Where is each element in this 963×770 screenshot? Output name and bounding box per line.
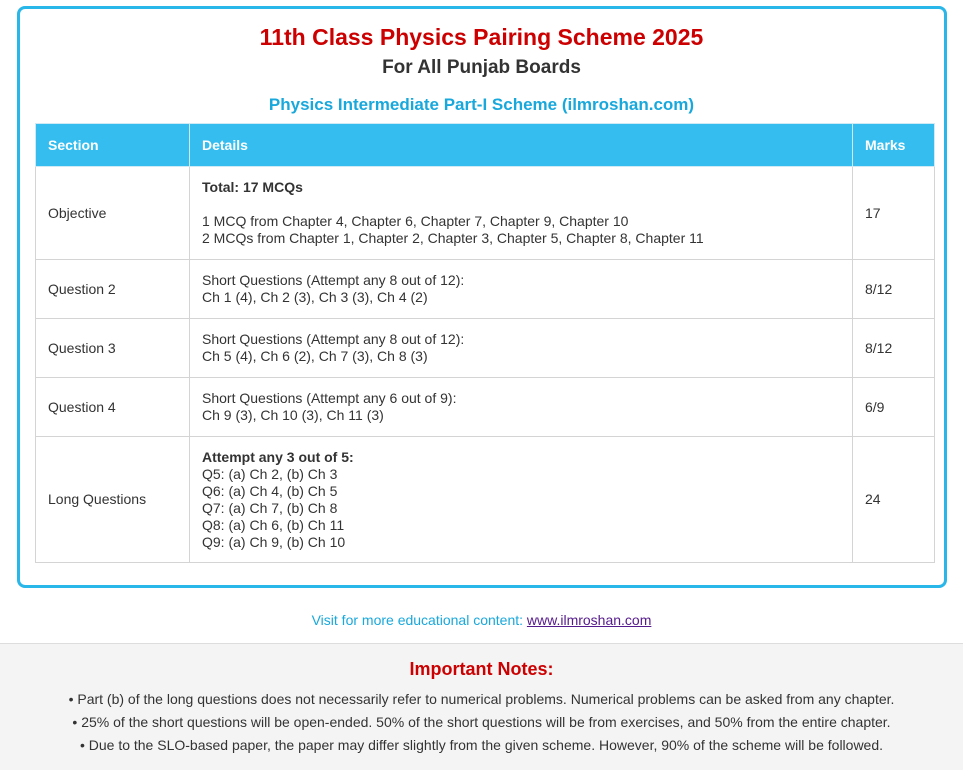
marks-cell: 8/12	[853, 260, 935, 319]
details-line: Q7: (a) Ch 7, (b) Ch 8	[202, 499, 338, 516]
details-line: Q9: (a) Ch 9, (b) Ch 10	[202, 533, 346, 550]
details-line: Ch 1 (4), Ch 2 (3), Ch 3 (3), Ch 4 (2)	[202, 289, 428, 305]
details-line: 2 MCQs from Chapter 1, Chapter 2, Chapter 3, Chapter 5, Chapter 8, Chapter 11	[202, 230, 704, 246]
notes-title: Important Notes:	[409, 659, 554, 679]
pairing-scheme-table	[35, 123, 935, 563]
note-item: • Part (b) of the long questions does not necessarily refer to numerical problems. Numerical problems can be asked from any chapter.	[68, 691, 895, 707]
table-row-question-2	[36, 260, 935, 319]
important-notes-panel	[0, 643, 963, 770]
column-header-marks: Marks	[853, 124, 935, 167]
section-cell: Question 4	[36, 378, 190, 437]
scheme-title: Physics Intermediate Part-I Scheme (ilmroshan.com)	[268, 95, 695, 114]
table-row-question-3	[36, 319, 935, 378]
details-line: Short Questions (Attempt any 8 out of 12):	[202, 331, 465, 347]
details-cell	[190, 167, 853, 260]
visit-text: Visit for more educational content:	[311, 612, 524, 628]
details-line: Ch 9 (3), Ch 10 (3), Ch 11 (3)	[202, 407, 384, 423]
page-title: 11th Class Physics Pairing Scheme 2025	[259, 24, 704, 50]
details-line: 1 MCQ from Chapter 4, Chapter 6, Chapter 7, Chapter 9, Chapter 10	[202, 213, 629, 229]
column-header-section: Section	[36, 124, 190, 167]
details-cell	[190, 319, 853, 378]
marks-cell: 17	[853, 167, 935, 260]
details-line: Q5: (a) Ch 2, (b) Ch 3	[202, 465, 338, 482]
details-line: Short Questions (Attempt any 6 out of 9):	[202, 390, 457, 406]
section-cell: Question 2	[36, 260, 190, 319]
page-subtitle: For All Punjab Boards	[382, 57, 581, 78]
column-header-details: Details	[190, 124, 853, 167]
section-cell: Long Questions	[36, 437, 190, 563]
details-line: Ch 5 (4), Ch 6 (2), Ch 7 (3), Ch 8 (3)	[202, 348, 428, 364]
details-heading: Total: 17 MCQs	[202, 179, 303, 195]
ilmroshan-link[interactable]: www.ilmroshan.com	[526, 612, 652, 628]
marks-cell: 6/9	[853, 378, 935, 437]
table-row-question-4	[36, 378, 935, 437]
table-header-row	[36, 124, 935, 167]
visit-line	[0, 612, 963, 628]
note-item: • 25% of the short questions will be open-ended. 50% of the short questions will be from exercises, and 50% from the entire chapter.	[72, 714, 891, 730]
section-cell: Question 3	[36, 319, 190, 378]
details-cell	[190, 378, 853, 437]
details-line: Q6: (a) Ch 4, (b) Ch 5	[202, 482, 338, 499]
details-cell	[190, 437, 853, 563]
marks-cell: 8/12	[853, 319, 935, 378]
section-cell: Objective	[36, 167, 190, 260]
details-cell	[190, 260, 853, 319]
note-item: • Due to the SLO-based paper, the paper may differ slightly from the given scheme. However, 90% of the scheme will be followed.	[79, 737, 884, 753]
table-row-objective	[36, 167, 935, 260]
details-heading: Attempt any 3 out of 5:	[202, 448, 354, 465]
marks-cell: 24	[853, 437, 935, 563]
table-row-long-questions	[36, 437, 935, 563]
details-line: Short Questions (Attempt any 8 out of 12):	[202, 272, 465, 288]
details-line: Q8: (a) Ch 6, (b) Ch 11	[202, 516, 345, 533]
